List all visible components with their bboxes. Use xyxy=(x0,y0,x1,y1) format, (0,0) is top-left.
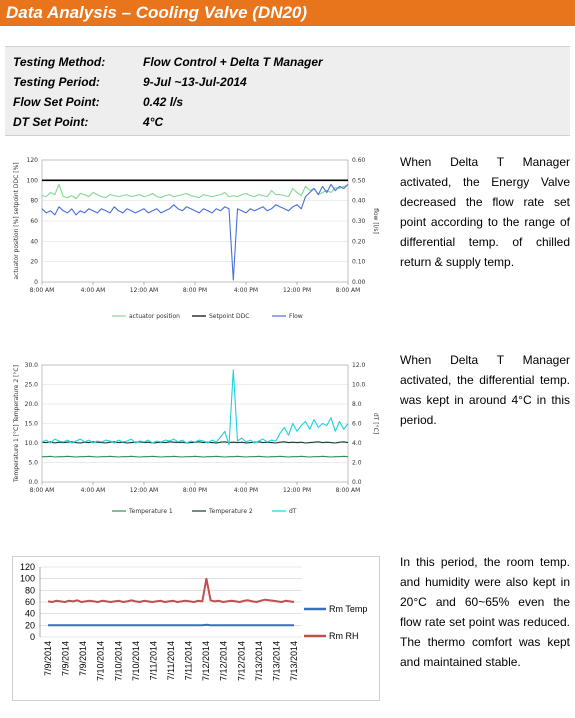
chart1-legend-label: Flow xyxy=(289,313,303,320)
chart1-legend-label: Setpoint DDC xyxy=(209,313,250,320)
chart3-x-tick: 7/11/2014 xyxy=(148,641,159,681)
chart2-y-left-tick: 30.0 xyxy=(24,362,38,369)
chart3-y-tick: 120 xyxy=(19,562,35,572)
chart1-y-left-tick: 20 xyxy=(30,258,38,266)
chart1-y-left-tick: 80 xyxy=(30,197,38,205)
chart1-y-right-tick: 0.30 xyxy=(352,218,366,225)
dt-set-point-value: 4°C xyxy=(143,115,164,129)
testing-period-value: 9-Jul ~13-Jul-2014 xyxy=(143,75,247,89)
chart3-x-tick: 7/9/2014 xyxy=(43,641,53,677)
testing-method-label: Testing Method: xyxy=(13,55,106,69)
chart2-y-right-tick: 2.0 xyxy=(352,459,362,467)
flow-set-point-label: Flow Set Point: xyxy=(13,95,100,109)
chart2-x-tick: 12:00 AM xyxy=(129,487,159,494)
chart2-y-right-tick: 12.0 xyxy=(352,362,366,369)
chart2-y-left-tick: 15.0 xyxy=(24,420,38,428)
chart-3-room-conditions xyxy=(12,556,380,701)
chart3-y-tick: 100 xyxy=(19,573,35,584)
page-title: Data Analysis – Cooling Valve (DN20) xyxy=(6,3,308,22)
chart2-x-tick: 8:00 AM xyxy=(335,487,361,494)
chart1-y-left-tick: 40 xyxy=(30,238,38,246)
chart1-y-right-tick: 0.60 xyxy=(352,157,366,164)
chart1-y-left-tick: 120 xyxy=(26,157,38,164)
chart3-x-tick: 7/9/2014 xyxy=(60,641,71,677)
chart3-x-tick: 7/10/2014 xyxy=(113,641,124,682)
chart1-y-right-tick: 0.00 xyxy=(352,279,366,286)
chart-1-valve-flow xyxy=(8,150,378,325)
chart2-y-left-tick: 25.0 xyxy=(24,381,38,389)
chart2-y-left-tick: 0.0 xyxy=(28,479,38,486)
chart3-x-tick: 7/11/2014 xyxy=(166,641,176,681)
description-chart-2: When Delta T Manager activated, the differential temp. was kept in around 4°C in this period. xyxy=(400,353,570,427)
chart3-y-tick: 20 xyxy=(24,620,35,631)
chart3-y-tick: 60 xyxy=(24,597,35,607)
chart3-y-tick: 0 xyxy=(29,632,35,642)
testing-method-value: Flow Control + Delta T Manager xyxy=(143,55,323,69)
chart3-y-tick: 80 xyxy=(24,585,35,596)
chart3-x-tick: 7/13/2014 xyxy=(289,641,299,682)
chart1-y-right-tick: 0.10 xyxy=(352,258,366,266)
chart2-x-tick: 4:00 PM xyxy=(233,487,259,494)
chart3-y-tick: 40 xyxy=(24,608,35,619)
chart2-y-left-label: Temperature 1 [°C] Temperature 2 [°C] xyxy=(13,365,20,482)
chart1-x-tick: 4:00 AM xyxy=(80,287,106,294)
chart2-y-right-tick: 0.0 xyxy=(352,479,362,486)
chart3-x-tick: 7/12/2014 xyxy=(236,641,247,682)
chart-1-container xyxy=(8,150,378,325)
chart2-y-right-label: dT [°C] xyxy=(372,412,379,435)
chart2-x-tick: 8:00 AM xyxy=(29,487,55,494)
chart2-legend-label: Temperature 1 xyxy=(129,508,173,515)
flow-set-point-value: 0.42 l/s xyxy=(143,95,184,109)
chart2-x-tick: 12:00 PM xyxy=(283,487,311,494)
chart1-y-left-tick: 0 xyxy=(34,279,38,286)
chart2-y-right-tick: 6.0 xyxy=(352,420,362,428)
chart1-y-right-label: flow [l/s] xyxy=(372,208,379,234)
chart1-x-tick: 8:00 AM xyxy=(335,287,361,294)
chart2-legend-label: dT xyxy=(289,508,297,515)
chart3-x-tick: 7/12/2014 xyxy=(218,641,229,682)
dt-set-point-label: DT Set Point: xyxy=(13,115,89,129)
chart3-x-tick: 7/13/2014 xyxy=(271,641,282,682)
chart2-x-tick: 4:00 AM xyxy=(80,487,106,494)
chart1-y-left-label: actuator position [%] setpoint DDC [%] xyxy=(13,162,20,280)
chart2-legend-label: Temperature 2 xyxy=(209,508,253,515)
chart2-y-left-tick: 10.0 xyxy=(24,440,38,447)
chart2-y-right-tick: 4.0 xyxy=(352,440,362,447)
chart-2-container xyxy=(8,355,378,520)
chart1-y-left-tick: 100 xyxy=(26,177,38,185)
chart2-x-tick: 8:00 PM xyxy=(182,487,208,494)
chart1-x-tick: 4:00 PM xyxy=(233,287,259,294)
chart1-x-tick: 12:00 AM xyxy=(129,287,159,294)
testing-period-label: Testing Period: xyxy=(13,75,100,89)
chart1-legend-label: actuator position xyxy=(129,313,180,320)
chart3-legend-label: Rm RH xyxy=(329,631,359,641)
chart3-frame xyxy=(13,557,380,701)
chart2-y-left-tick: 5.0 xyxy=(28,459,38,467)
chart2-y-right-tick: 10.0 xyxy=(352,381,366,389)
chart3-x-tick: 7/10/2014 xyxy=(95,641,106,682)
chart1-x-tick: 8:00 AM xyxy=(29,287,55,294)
chart3-series-1-line xyxy=(48,625,294,626)
chart3-x-tick: 7/10/2014 xyxy=(130,641,141,682)
description-chart-3: In this period, the room temp. and humidity were also kept in 20°C and 60~65% even the flow rate set point was reduced. The thermo comfort was kept and maintained stable. xyxy=(400,555,570,669)
chart2-y-right-tick: 8.0 xyxy=(352,401,362,408)
description-chart-1: When Delta T Manager activated, the Energy Valve decreased the flow rate set point according to the range of differential temp. of chilled return & supply temp. xyxy=(400,155,570,269)
chart1-y-right-tick: 0.20 xyxy=(352,238,366,246)
chart3-x-tick: 7/9/2014 xyxy=(78,641,89,677)
chart1-x-tick: 8:00 PM xyxy=(182,287,208,294)
chart-3-container xyxy=(12,556,380,701)
chart-2-temperatures xyxy=(8,355,378,520)
chart3-x-tick: 7/12/2014 xyxy=(201,641,212,682)
chart3-legend-label: Rm Temp xyxy=(329,604,368,614)
chart3-x-tick: 7/13/2014 xyxy=(253,641,264,682)
chart1-x-tick: 12:00 PM xyxy=(283,287,311,294)
chart3-x-tick: 7/11/2014 xyxy=(183,641,194,681)
chart2-y-left-tick: 20.0 xyxy=(24,401,38,408)
chart1-y-right-tick: 0.40 xyxy=(352,197,366,205)
chart1-y-left-tick: 60 xyxy=(30,218,38,225)
chart1-y-right-tick: 0.50 xyxy=(352,177,366,185)
